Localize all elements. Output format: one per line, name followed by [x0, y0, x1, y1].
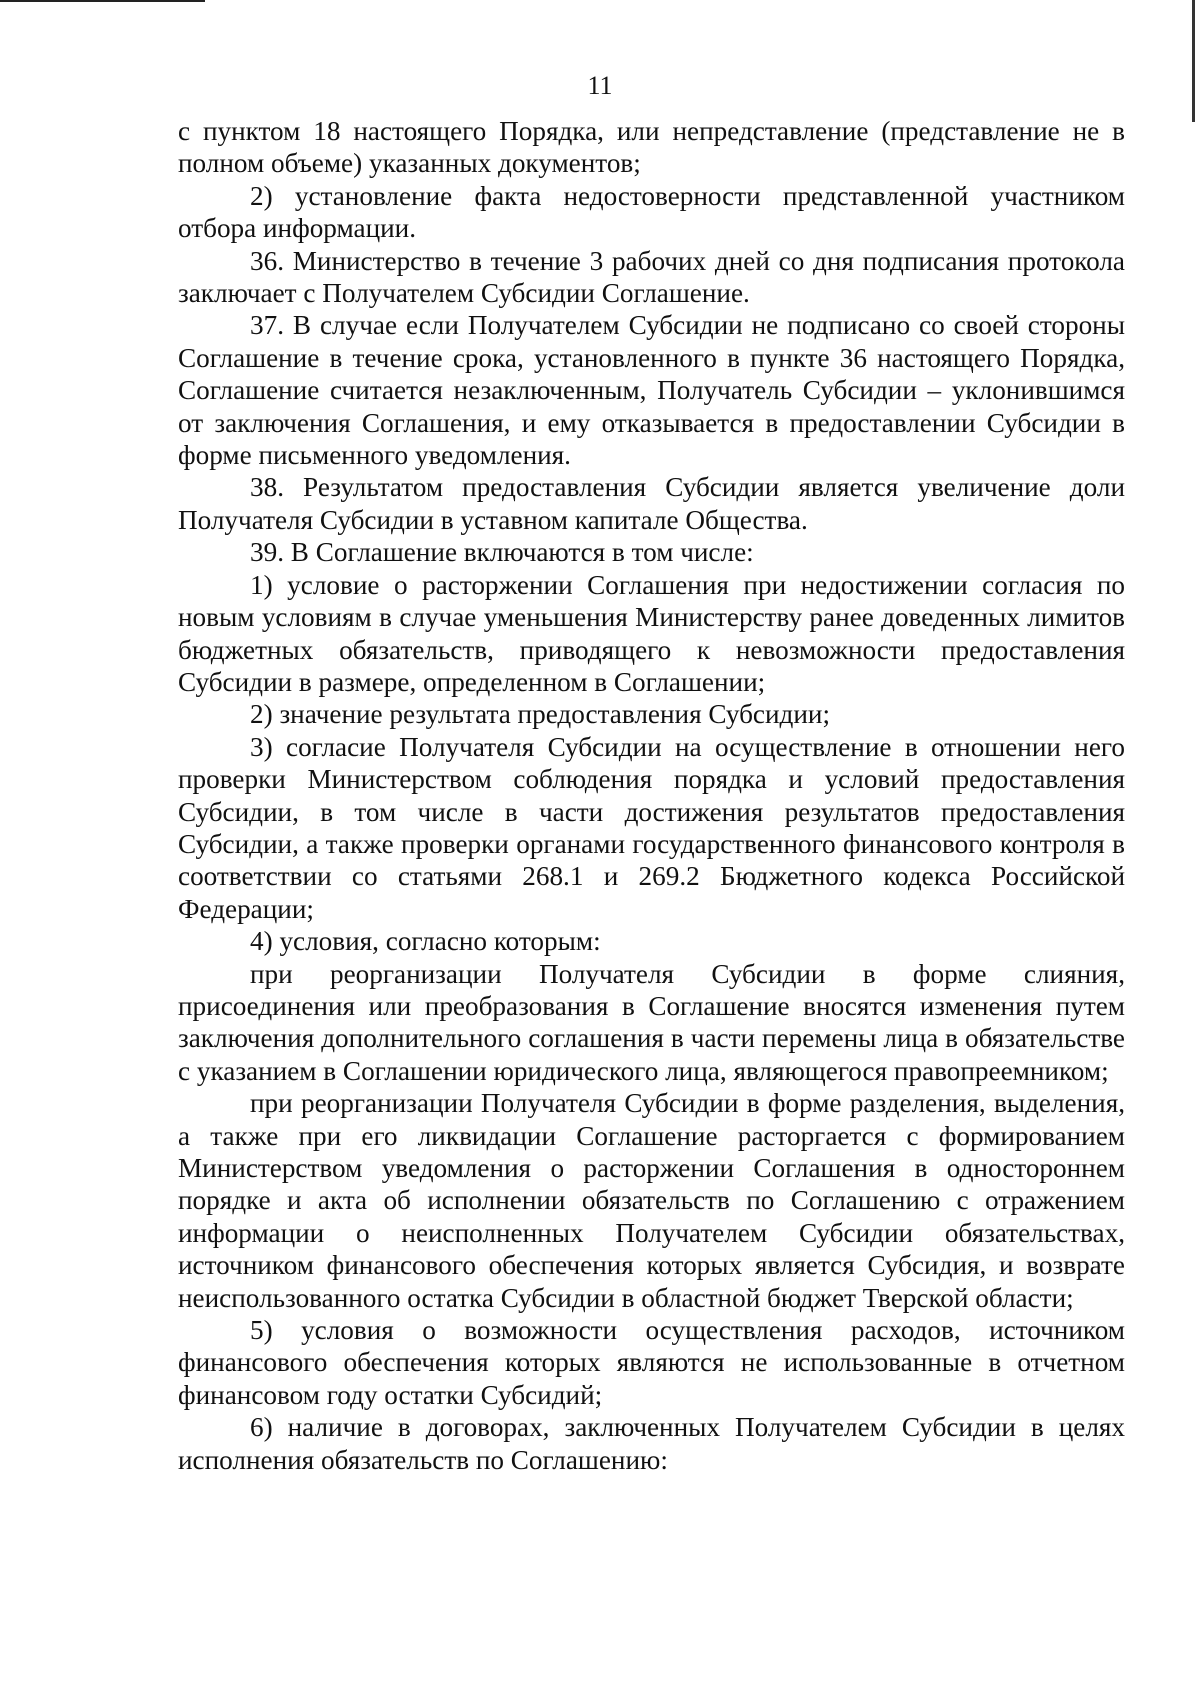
paragraph-39-item-4: 4) условия, согласно которым: [250, 926, 601, 957]
paragraph-36: 36. Министерство в течение 3 рабочих дней со дня подписания протокола заключает с Получателем Субсидии Соглашение. [178, 245, 1125, 309]
paragraph-39: 39. В Соглашение включаются в том числе: [250, 537, 754, 568]
page-number: 11 [587, 71, 613, 100]
paragraph-39-item-5: 5) условия о возможности осуществления расходов, источником финансового обеспечения которых являются не использованные в отчетном финансовом году остатки Субсидий; [178, 1315, 1125, 1410]
paragraph-39-item-3: 3) согласие Получателя Субсидии на осуществление в отношении него проверки Министерством соблюдения порядка и условий предоставления Субсидии, в том числе в части достижения результатов предоставления Субсидии, а также проверки органами государственного финансового контроля в соответствии со статьями 268.1 и 269.2 Бюджетного кодекса Российской Федерации; [178, 731, 1125, 924]
paragraph-item-2: 2) установление факта недостоверности представленной участником отбора информации. [178, 180, 1125, 244]
paragraph-continuation: с пунктом 18 настоящего Порядка, или непредставление (представление не в полном объеме) указанных документов; [178, 116, 1125, 179]
scan-border-top [0, 0, 205, 2]
paragraph-39-item-6: 6) наличие в договорах, заключенных Получателем Субсидии в целях исполнения обязательств по Соглашению: [178, 1412, 1125, 1475]
document-body [178, 115, 1125, 1476]
paragraph-reorganization-division: при реорганизации Получателя Субсидии в форме разделения, выделения, а также при его ликвидации Соглашение расторгается с формированием Министерством уведомления о расторжении Соглашения в одностороннем порядке и акта об исполнении обязательств по Соглашению с отражением информации о неисполненных Получателем Субсидии обязательствах, источником финансового обеспечения которых является Субсидия, и возврате неиспользованного остатка Субсидии в областной бюджет Тверской области; [178, 1088, 1125, 1313]
scan-border-right [1192, 0, 1195, 122]
paragraph-37: 37. В случае если Получателем Субсидии не подписано со своей стороны Соглашение в течение срока, установленного в пункте 36 настоящего Порядка, Соглашение считается незаключенным, Получатель Субсидии – уклонившимся от заключения Соглашения, и ему отказывается в предоставлении Субсидии в форме письменного уведомления. [178, 310, 1125, 471]
paragraph-reorganization-merger: при реорганизации Получателя Субсидии в форме слияния, присоединения или преобразования в Соглашение вносятся изменения путем заключения дополнительного соглашения в части перемены лица в обязательстве с указанием в Соглашении юридического лица, являющегося правопреемником; [178, 958, 1125, 1086]
paragraph-38: 38. Результатом предоставления Субсидии является увеличение доли Получателя Субсидии в уставном капитале Общества. [178, 472, 1125, 535]
paragraph-39-item-2: 2) значение результата предоставления Субсидии; [250, 699, 831, 730]
paragraph-39-item-1: 1) условие о расторжении Соглашения при недостижении согласия по новым условиям в случае уменьшения Министерству ранее доведенных лимитов бюджетных обязательств, приводящего к невозможности предоставления Субсидии в размере, определенном в Соглашении; [178, 569, 1125, 697]
